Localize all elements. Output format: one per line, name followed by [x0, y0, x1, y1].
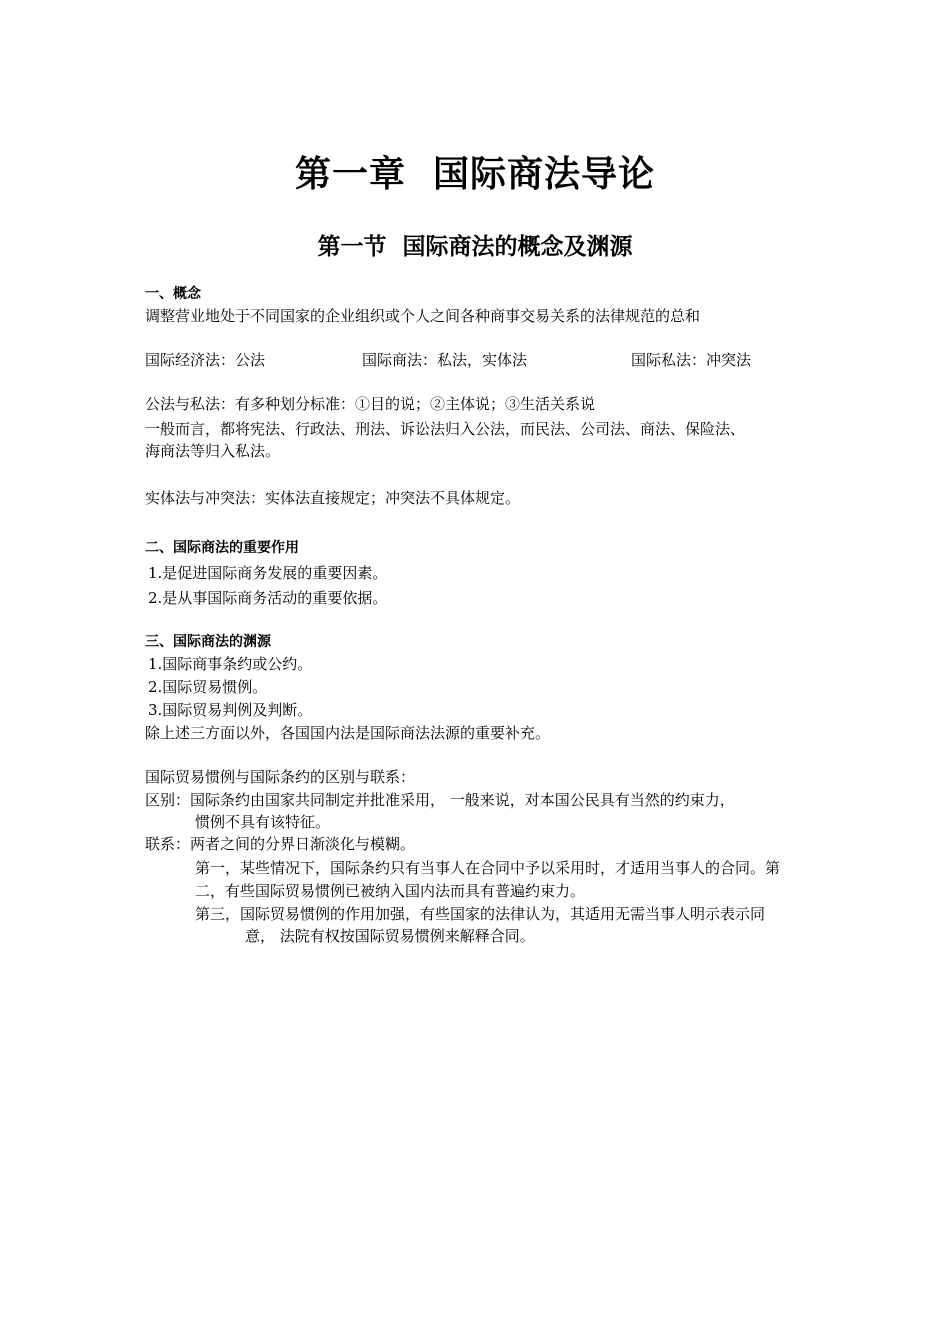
- third-point-line2: 意， 法院有权按国际贸易惯例来解释合同。: [245, 927, 535, 945]
- difference-line1: 区别：国际条约由国家共同制定并批准采用， 一般来说，对本国公民具有当然的约束力，: [145, 791, 735, 809]
- compare-commercial-law: 国际商法：私法，实体法: [362, 351, 528, 369]
- source-item-3: 3.国际贸易判例及判断。: [148, 701, 313, 719]
- difference-line2: 惯例不具有该特征。: [195, 813, 331, 831]
- compare-private-law: 国际私法：冲突法: [631, 351, 752, 369]
- first-point-line2: 二，有些国际贸易惯例已被纳入国内法而具有普遍约束力。: [195, 882, 586, 900]
- source-item-1: 1.国际商事条约或公约。: [148, 655, 313, 673]
- chapter-title: 第一章 国际商法导论: [294, 154, 656, 195]
- importance-item-1: 1.是促进国际商务发展的重要因素。: [148, 564, 388, 582]
- general-text-line1: 一般而言，都将宪法、行政法、刑法、诉讼法归入公法，而民法、公司法、商法、保险法、: [145, 420, 746, 438]
- importance-item-2: 2.是从事国际商务活动的重要依据。: [148, 589, 388, 607]
- relation-title: 国际贸易惯例与国际条约的区别与联系：: [145, 768, 416, 786]
- section-title: 第一节 国际商法的概念及渊源: [317, 234, 633, 260]
- connection-text: 联系：两者之间的分界日渐淡化与模糊。: [145, 835, 416, 853]
- supplement-text: 除上述三方面以外，各国国内法是国际商法法源的重要补充。: [145, 724, 551, 742]
- general-text-line2: 海商法等归入私法。: [145, 442, 281, 460]
- third-point-line1: 第三，国际贸易惯例的作用加强，有些国家的法律认为，其适用无需当事人明示表示同: [195, 905, 766, 923]
- definition-text: 调整营业地处于不同国家的企业组织或个人之间各种商事交易关系的法律规范的总和: [145, 307, 701, 325]
- heading-importance: 二、国际商法的重要作用: [145, 540, 299, 556]
- compare-economic-law: 国际经济法：公法: [145, 351, 266, 369]
- substantive-text: 实体法与冲突法：实体法直接规定；冲突法不具体规定。: [145, 489, 521, 507]
- source-item-2: 2.国际贸易惯例。: [148, 678, 268, 696]
- public-private-text: 公法与私法：有多种划分标准：①目的说；②主体说；③生活关系说: [145, 395, 596, 413]
- heading-sources: 三、国际商法的渊源: [145, 634, 271, 650]
- heading-concept: 一、概念: [145, 286, 201, 302]
- first-point-line1: 第一，某些情况下，国际条约只有当事人在合同中予以采用时，才适用当事人的合同。第: [195, 859, 781, 877]
